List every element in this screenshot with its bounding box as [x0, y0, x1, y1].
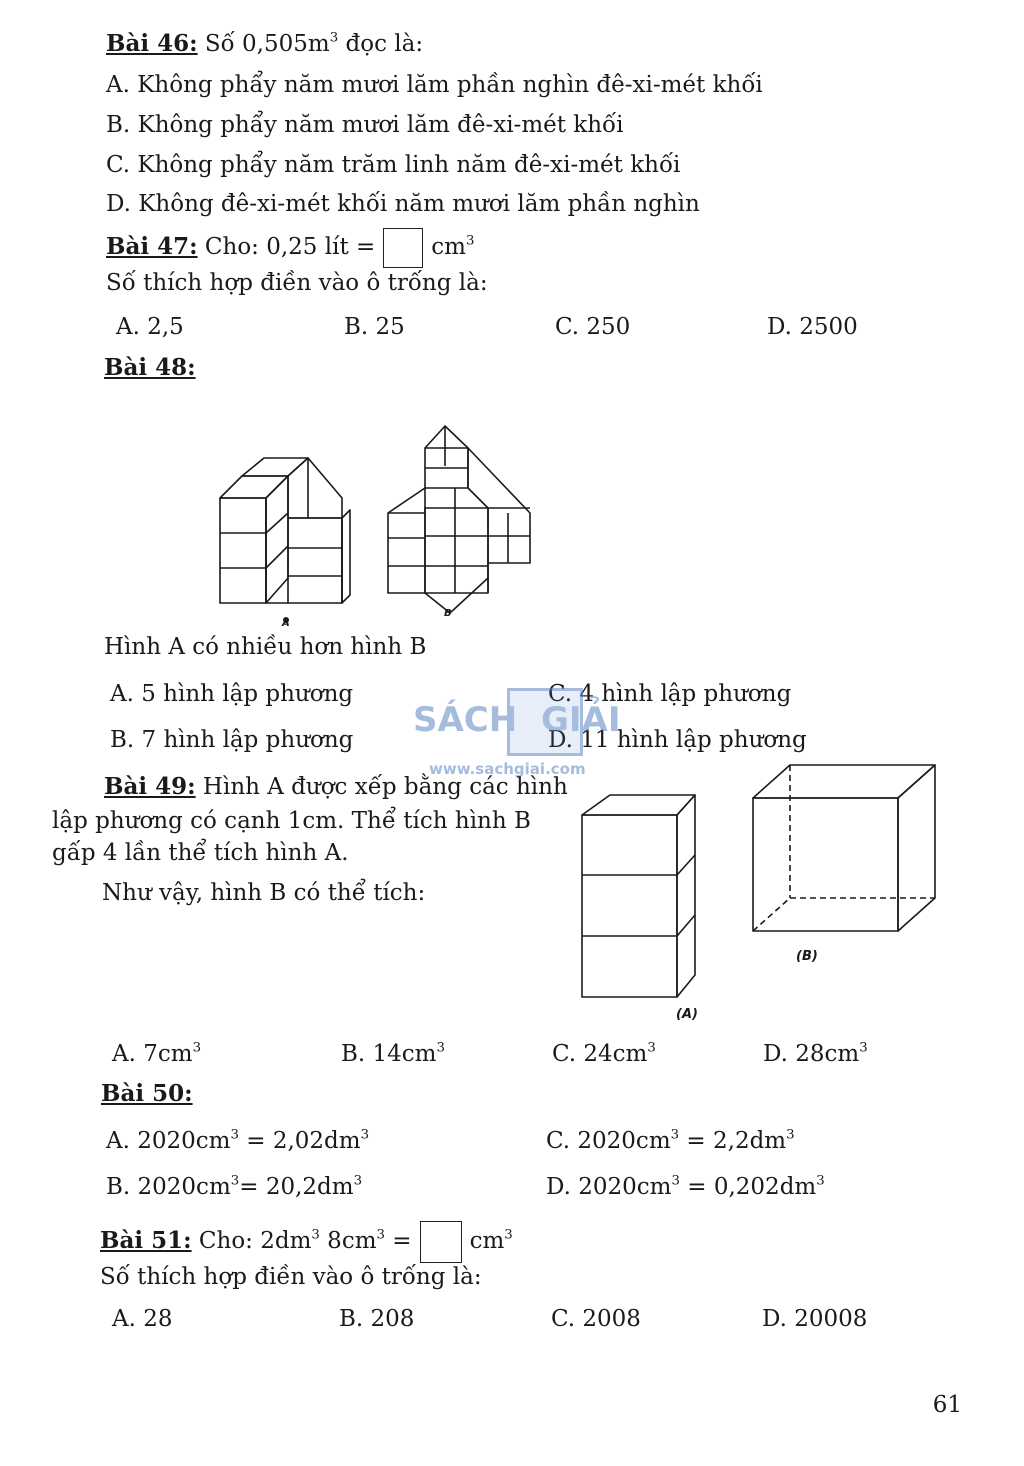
page-number: 61 [932, 1392, 962, 1418]
b51-prompt: Số thích hợp điền vào ô trống là: [100, 1264, 482, 1290]
b49-line3: gấp 4 lần thể tích hình A. [52, 840, 349, 866]
b48-cube-figures [200, 418, 560, 628]
b48-option-c: C. 4 hình lập phương [548, 681, 792, 707]
b50-option-d: D. $2020cm^3 = 0,202dm^3$ [546, 1173, 825, 1200]
b46-option-c: C. Không phẩy năm trăm linh năm đê-xi-mét khối [106, 152, 681, 178]
b47-option-a: A. 2,5 [116, 314, 184, 340]
b50-title: Bài 50: [101, 1080, 193, 1107]
b51-option-d: D. 20008 [762, 1306, 868, 1332]
b49-option-b: B. $14cm^3$ [341, 1040, 445, 1067]
b51-question: Bài 51: Cho: $2dm^3$ $8cm^3 = cm^3$ [100, 1221, 513, 1263]
b47-option-b: B. 25 [344, 314, 405, 340]
b46-option-a: A. Không phẩy năm mươi lăm phần nghìn đê-xi-mét khối [106, 72, 763, 98]
figure-b-cubes [388, 426, 530, 613]
b49-prompt: Như vậy, hình B có thể tích: [102, 880, 426, 906]
b49-option-a: A. $7cm^3$ [112, 1040, 202, 1067]
b49-option-d: D. $28cm^3$ [763, 1040, 868, 1067]
b48-option-b: B. 7 hình lập phương [110, 727, 354, 753]
b50-option-a: A. $2020cm^3 = 2,02dm^3$ [106, 1127, 370, 1154]
b47-question: Bài 47: Cho: 0,25 lít = $cm^3$ [106, 228, 474, 268]
b48-prompt: Hình A có nhiều hơn hình B [104, 634, 427, 660]
b49-title: Bài 49: [104, 773, 196, 800]
b49-figure-a-label: (A) [676, 1007, 698, 1022]
b46-option-d: D. Không đê-xi-mét khối năm mươi lăm phần nghìn [106, 191, 700, 217]
watermark-brand-right: GIẢI [541, 700, 621, 740]
b49-figures [570, 760, 950, 1030]
figure-b-cube [753, 765, 935, 931]
b48-option-d: D. 11 hình lập phương [548, 727, 807, 753]
answer-box [420, 1221, 462, 1263]
b50-option-b: B. $2020cm^3= 20,2dm^3$ [106, 1173, 363, 1200]
b46-option-b: B. Không phẩy năm mươi lăm đê-xi-mét khối [106, 112, 624, 138]
b51-option-b: B. 208 [339, 1306, 415, 1332]
b48-option-a: A. 5 hình lập phương [110, 681, 354, 707]
b48-title: Bài 48: [104, 354, 196, 381]
b49-line2: lập phương có cạnh 1cm. Thể tích hình B [52, 808, 531, 834]
figure-a-stack [582, 795, 695, 997]
b46-title: Bài 46: [106, 30, 198, 57]
b51-option-c: C. 2008 [551, 1306, 641, 1332]
figure-b-label: B [444, 608, 452, 619]
figure-a-cubes [220, 458, 350, 603]
b47-option-d: D. 2500 [767, 314, 858, 340]
b46-text: Số $0,505m^3$ đọc là: [204, 30, 424, 57]
b49-option-c: C. $24cm^3$ [552, 1040, 656, 1067]
b51-option-a: A. 28 [112, 1306, 173, 1332]
answer-box [383, 228, 423, 268]
b47-prompt: Số thích hợp điền vào ô trống là: [106, 270, 488, 296]
b51-title: Bài 51: [100, 1227, 192, 1254]
watermark-url: www.sachgiai.com [429, 760, 586, 778]
b50-option-c: C. $2020cm^3 = 2,2dm^3$ [546, 1127, 795, 1154]
b46-question [106, 30, 423, 58]
b47-option-c: C. 250 [555, 314, 631, 340]
b47-title: Bài 47: [106, 233, 198, 260]
b49-figure-b-label: (B) [796, 949, 818, 964]
figure-a-label: A [282, 618, 290, 628]
b49-line1: Bài 49: Hình A được xếp bằng các hình [104, 773, 568, 800]
watermark-brand-left: SÁCH [413, 700, 518, 740]
